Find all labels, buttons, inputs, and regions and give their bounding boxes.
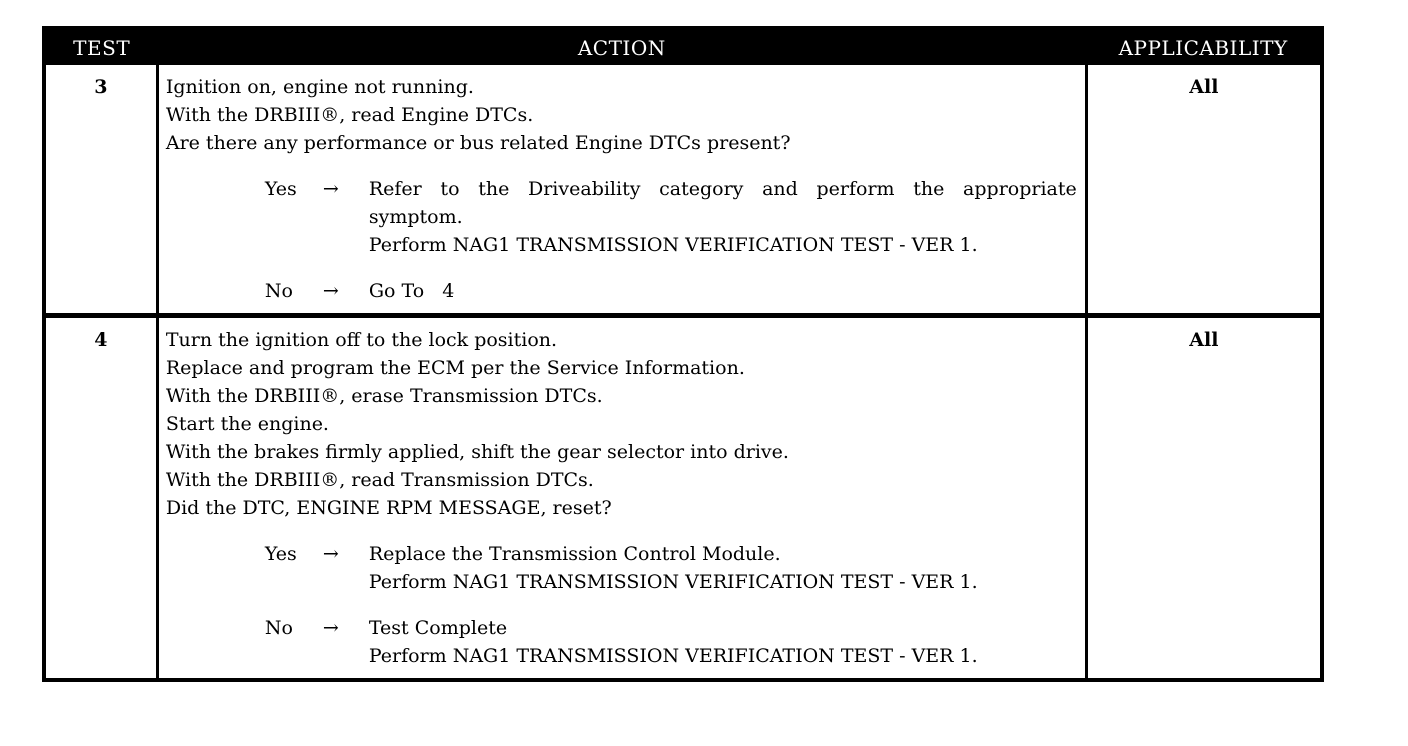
- no-label: No: [264, 617, 293, 639]
- result-line: symptom.: [368, 206, 463, 228]
- instruction-line: Ignition on, engine not running.: [165, 76, 474, 98]
- no-label: No: [264, 280, 293, 302]
- yes-label: Yes: [264, 178, 297, 200]
- result-line: Go To 4: [368, 280, 455, 302]
- right-arrow-icon: →: [322, 543, 339, 565]
- no-result-text: [369, 277, 1077, 305]
- test-number: 3: [94, 76, 108, 98]
- result-line: Perform NAG1 TRANSMISSION VERIFICATION TEST - VER 1.: [368, 571, 978, 593]
- action-column-header: ACTION: [157, 28, 1086, 65]
- right-arrow-icon: →: [322, 617, 339, 639]
- action-cell: [157, 316, 1086, 681]
- yes-result-text: [369, 175, 1077, 259]
- result-line: Test Complete: [368, 617, 508, 639]
- instruction-line: Turn the ignition off to the lock position.: [165, 329, 558, 351]
- result-line: Perform NAG1 TRANSMISSION VERIFICATION TEST - VER 1.: [368, 645, 978, 667]
- yes-result: [166, 175, 1077, 259]
- applicability-column-header: APPLICABILITY: [1086, 28, 1322, 65]
- test-number: 4: [44, 316, 157, 681]
- header-row: [44, 28, 1322, 65]
- action-cell: [157, 65, 1086, 316]
- test-column-header: TEST: [44, 28, 157, 65]
- instruction-line: With the brakes firmly applied, shift the gear selector into drive.: [165, 441, 789, 463]
- instruction-line: Replace and program the ECM per the Service Information.: [165, 357, 745, 379]
- result-line: Perform NAG1 TRANSMISSION VERIFICATION TEST - VER 1.: [368, 234, 978, 256]
- result-line: Replace the Transmission Control Module.: [368, 543, 781, 565]
- right-arrow-icon: →: [322, 178, 339, 200]
- yes-label: Yes: [264, 543, 297, 565]
- right-arrow-icon: →: [322, 280, 339, 302]
- no-result: [166, 614, 1077, 670]
- no-result-text: [369, 614, 1077, 670]
- instruction-line: Did the DTC, ENGINE RPM MESSAGE, reset?: [165, 497, 612, 519]
- test-step-row: [44, 316, 1322, 681]
- instruction-line: Start the engine.: [165, 413, 329, 435]
- yes-result-text: [369, 540, 1077, 596]
- instruction-line: With the DRBIII®, read Engine DTCs.: [165, 104, 534, 126]
- applicability-value: All: [1086, 316, 1322, 681]
- yes-result: [166, 540, 1077, 596]
- instruction-line: With the DRBIII®, erase Transmission DTCs.: [165, 385, 603, 407]
- instruction-line: Are there any performance or bus related Engine DTCs present?: [165, 132, 791, 154]
- instruction-line: With the DRBIII®, read Transmission DTCs.: [165, 469, 594, 491]
- result-line: Refer to the Driveability category and perform the appropriate: [368, 178, 1077, 200]
- diagnostic-test-table: [42, 26, 1324, 682]
- applicability-value: All: [1086, 65, 1322, 316]
- no-result: [166, 277, 1077, 305]
- test-step-row: [44, 65, 1322, 316]
